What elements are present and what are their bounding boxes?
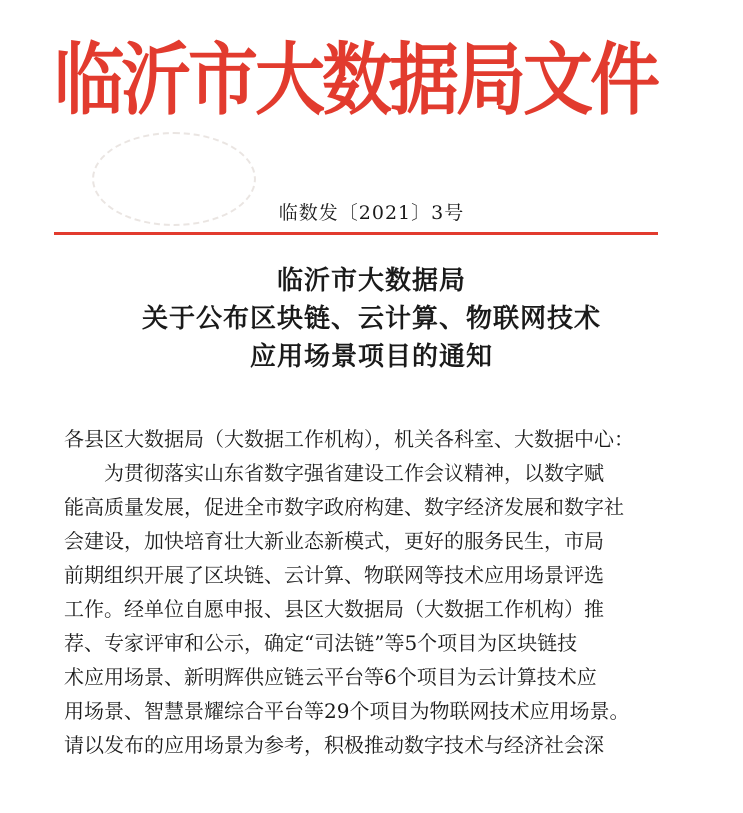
- body-line: 用场景、智慧景耀综合平台等29个项目为物联网技术应用场景。: [64, 699, 630, 723]
- body-line: 前期组织开展了区块链、云计算、物联网等技术应用场景评选: [64, 563, 604, 587]
- body-line: 荐、专家评审和公示，确定“司法链”等5个项目为区块链技: [64, 631, 578, 655]
- title-line-1: 临沂市大数据局: [276, 266, 466, 296]
- body-line: 能高质量发展，促进全市数字政府构建、数字经济发展和数字社: [64, 495, 624, 519]
- document-number: 临数发〔2021〕3号: [278, 202, 465, 224]
- body-line: 工作。经单位自愿申报、县区大数据局（大数据工作机构）推: [64, 597, 604, 621]
- body-line: 会建设，加快培育壮大新业态新模式，更好的服务民生，市局: [64, 529, 604, 553]
- body-line: 为贯彻落实山东省数字强省建设工作会议精神，以数字赋: [104, 461, 604, 485]
- notice-body: [64, 422, 654, 762]
- body-line: 术应用场景、新明辉供应链云平台等6个项目为云计算技术应: [64, 665, 597, 689]
- document-masthead: 临沂市大数据局文件: [54, 34, 657, 126]
- salutation: 各县区大数据局（大数据工作机构），机关各科室、大数据中心：: [64, 427, 634, 451]
- title-line-2: 关于公布区块链、云计算、物联网技术: [141, 304, 601, 334]
- title-line-3: 应用场景项目的通知: [249, 342, 493, 372]
- body-line: 请以发布的应用场景为参考，积极推动数字技术与经济社会深: [64, 733, 604, 757]
- red-divider-line: [54, 232, 658, 235]
- notice-title: [0, 262, 743, 376]
